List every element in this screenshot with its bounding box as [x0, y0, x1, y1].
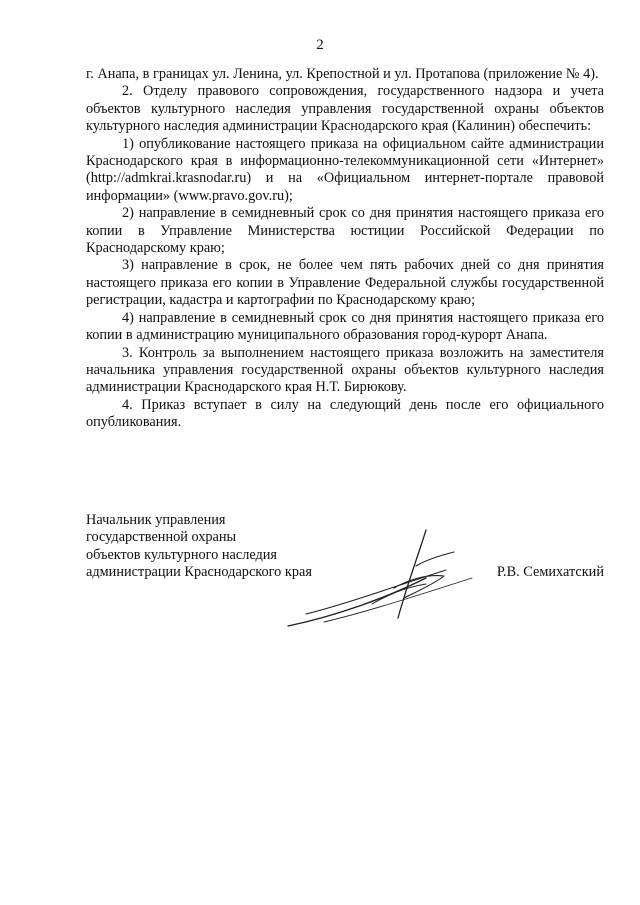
paragraph-item-2: 2. Отделу правового сопровождения, государственного надзора и учета объектов культурного наследия управления государственной охраны объектов культурного наследия администрации Краснодарского края (Калинин) обеспечить: — [86, 83, 604, 135]
paragraph-item-3: 3. Контроль за выполнением настоящего приказа возложить на заместителя начальника управления государственной охраны объектов культурного наследия администрации Краснодарского края Н.Т. Бирюкову. — [86, 344, 604, 396]
signer-title-line: государственной охраны — [86, 529, 237, 546]
signer-title-line: Начальник управления — [86, 512, 226, 528]
paragraph-subitem-2: 2) направление в семидневный срок со дня принятия настоящего приказа его копии в Управление Министерства юстиции Российской Федерации по Краснодарскому краю; — [86, 205, 604, 257]
paragraph-subitem-3: 3) направление в срок, не более чем пять рабочих дней со дня принятия настоящего приказа его копии в Управление Федеральной службы государственной регистрации, кадастра и картографии по Краснодарскому краю; — [86, 257, 604, 309]
signer-title-line: администрации Краснодарского края — [86, 564, 312, 581]
paragraph-subitem-4: 4) направление в семидневный срок со дня принятия настоящего приказа его копии в администрацию муниципального образования город-курорт Анапа. — [86, 309, 604, 344]
paragraph-continuation: г. Анапа, в границах ул. Ленина, ул. Крепостной и ул. Протапова (приложение № 4). — [86, 66, 599, 82]
paragraph-item-4: 4. Приказ вступает в силу на следующий день после его официального опубликования. — [86, 396, 604, 431]
paragraph-subitem-1: 1) опубликование настоящего приказа на официальном сайте администрации Краснодарского края в информационно-телекоммуникационной сети «Интернет» (http://admkrai.krasnodar.ru) и на «Официальном интернет-портале правовой информации» (www.pravo.gov.ru); — [86, 135, 604, 204]
signer-title-line: объектов культурного наследия — [86, 546, 277, 563]
signature-block — [86, 512, 604, 622]
handwritten-signature — [276, 526, 486, 636]
document-body — [86, 66, 604, 432]
signer-name: Р.В. Семихатский — [496, 564, 604, 580]
page-number: 2 — [316, 37, 324, 53]
